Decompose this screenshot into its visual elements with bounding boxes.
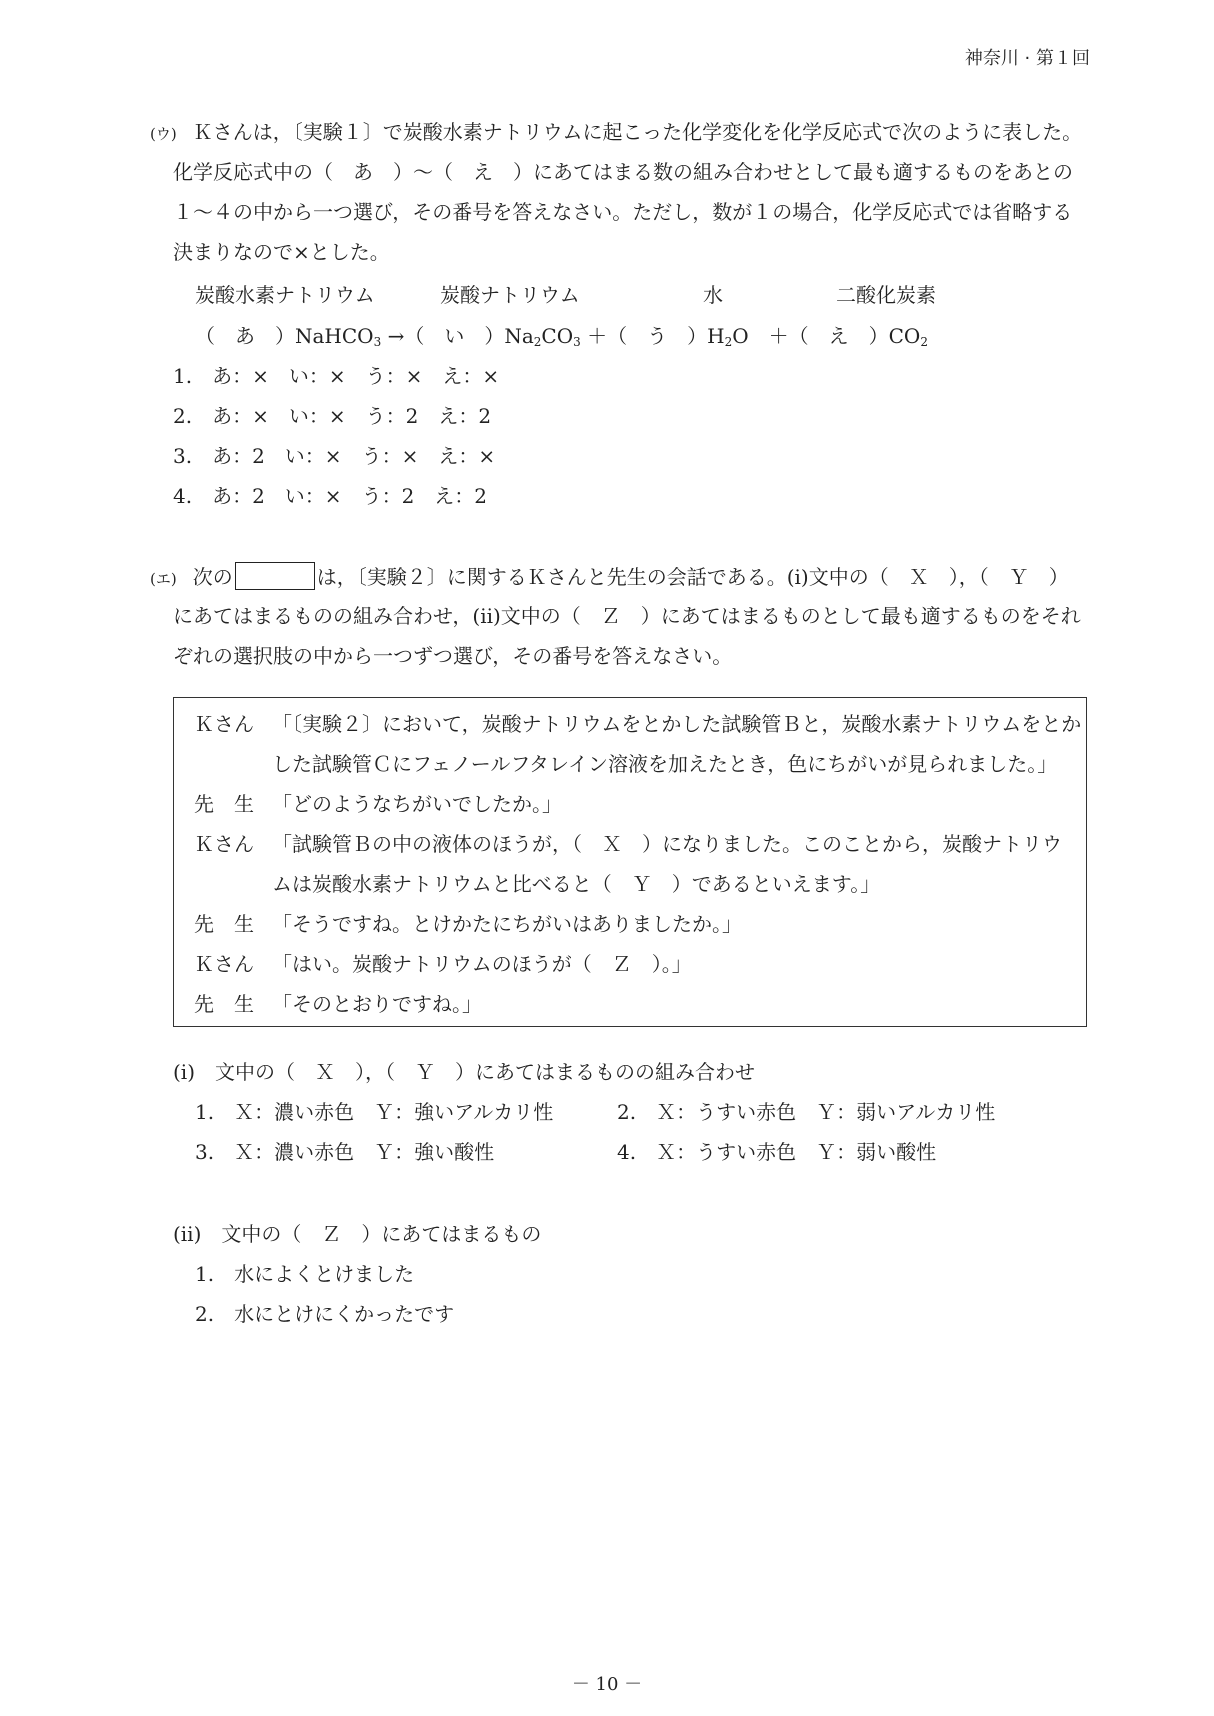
label-water: 水 xyxy=(703,283,723,307)
label-sodium-bicarbonate: 炭酸水素ナトリウム xyxy=(195,283,375,307)
question-u-mark: (ウ) xyxy=(150,125,177,143)
sub-question-ii-title: (ⅱ) 文中の（ Ｚ ）にあてはまるもの xyxy=(173,1222,542,1246)
dialog-line: Ｋさん 「〔実験２〕において，炭酸ナトリウムをとかした試験管Ｂと，炭酸水素ナトリウムをとか xyxy=(194,712,1082,736)
question-e-line-3: ぞれの選択肢の中から一つずつ選び，その番号を答えなさい。 xyxy=(173,644,733,668)
dialog-line: 先 生 「どのようなちがいでしたか。」 xyxy=(194,792,562,816)
question-u-option-1: 1. あ：× い：× う：× え：× xyxy=(173,364,500,388)
question-e-line-1: (エ) 次の は，〔実験２〕に関するＫさんと先生の会話である。(ⅰ)文中の（ Ｘ ），（ Ｙ ） xyxy=(150,562,1069,593)
sub-question-i-option-2: 2. Ｘ：うすい赤色 Ｙ：弱いアルカリ性 xyxy=(617,1100,996,1124)
label-sodium-carbonate: 炭酸ナトリウム xyxy=(440,283,580,307)
dialog-line: した試験管Ｃにフェノールフタレイン溶液を加えたとき，色にちがいが見られました。」 xyxy=(272,752,1058,776)
sub-question-ii-option-1: 1. 水によくとけました xyxy=(195,1262,415,1286)
dialog-line: Ｋさん 「試験管Ｂの中の液体のほうが，（ Ｘ ）になりました。このことから，炭酸ナトリウ xyxy=(194,832,1062,856)
dialog-line: 先 生 「そのとおりですね。」 xyxy=(194,992,482,1016)
sub-question-i-option-4: 4. Ｘ：うすい赤色 Ｙ：弱い酸性 xyxy=(617,1140,937,1164)
question-u-line-1 xyxy=(150,118,1082,148)
dialog-line: 先 生 「そうですね。とけかたにちがいはありましたか。」 xyxy=(194,912,742,936)
question-u-option-2: 2. あ：× い：× う：2 え：2 xyxy=(173,404,492,428)
dialog-box xyxy=(173,697,1087,1027)
question-u-text-1: Ｋさんは，〔実験１〕で炭酸水素ナトリウムに起こった化学変化を化学反応式で次のように表した。 xyxy=(192,120,1083,144)
sub-question-i-title: (ⅰ) 文中の（ Ｘ ），（ Ｙ ）にあてはまるものの組み合わせ xyxy=(173,1060,756,1084)
question-u-line-4: 決まりなので×とした。 xyxy=(173,240,390,264)
page-number: － 10 － xyxy=(571,1674,643,1695)
sub-question-i-option-3: 3. Ｘ：濃い赤色 Ｙ：強い酸性 xyxy=(195,1140,495,1164)
sub-question-ii-option-2: 2. 水にとけにくかったです xyxy=(195,1302,455,1326)
question-e-mark: (エ) xyxy=(150,570,177,588)
label-carbon-dioxide: 二酸化炭素 xyxy=(836,283,936,307)
chemical-equation: （ あ ）NaHCO$_3$ →（ い ）$Na_2CO_3$ ＋（ う ）$H_2O$ ＋（ え ）$CO_2$ xyxy=(195,324,928,349)
question-u-line-2: 化学反応式中の（ あ ）〜（ え ）にあてはまる数の組み合わせとして最も適するものをあとの xyxy=(173,160,1073,184)
question-u-option-3: 3. あ：2 い：× う：× え：× xyxy=(173,444,496,468)
question-u-option-4: 4. あ：2 い：× う：2 え：2 xyxy=(173,484,488,508)
question-e-line-2: にあてはまるものの組み合わせ，(ⅱ)文中の（ Ｚ ）にあてはまるものとして最も適するものをそれ xyxy=(173,604,1081,628)
question-u-line-3: １〜４の中から一つ選び，その番号を答えなさい。ただし，数が１の場合，化学反応式では省略する xyxy=(173,200,1073,224)
sub-question-i-option-1: 1. Ｘ：濃い赤色 Ｙ：強いアルカリ性 xyxy=(195,1100,554,1124)
dialog-line: Ｋさん 「はい。炭酸ナトリウムのほうが（ Ｚ ）。」 xyxy=(194,952,692,976)
dialog-line: ムは炭酸水素ナトリウムと比べると（ Ｙ ）であるといえます。」 xyxy=(272,872,881,896)
dialog-reference-box xyxy=(235,562,315,590)
page-header: 神奈川 · 第１回 xyxy=(964,48,1090,69)
